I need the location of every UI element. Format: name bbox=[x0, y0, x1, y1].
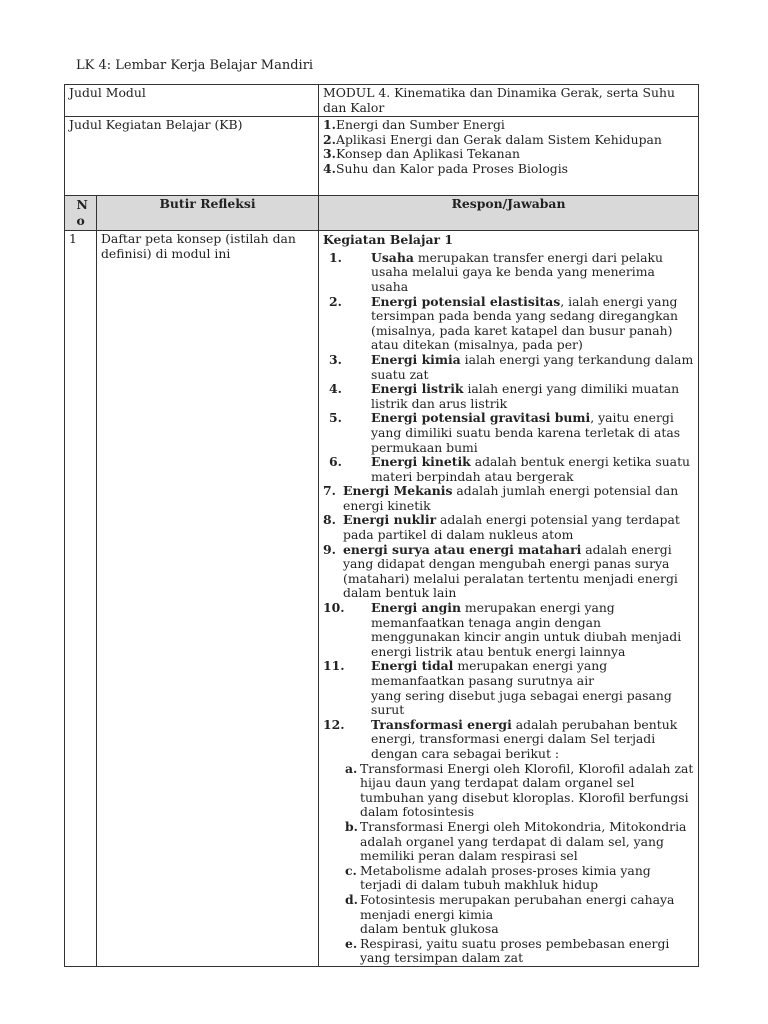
kb-item: 4. Suhu dan Kalor pada Proses Biologis bbox=[323, 160, 569, 176]
modul-value: MODUL 4. Kinematika dan Dinamika Gerak, serta Suhu dan Kalor bbox=[319, 85, 699, 117]
row-1 bbox=[65, 231, 699, 967]
concept-item: 3. Energi kimia ialah energi yang terkandung dalam suatu zat bbox=[329, 351, 694, 382]
concept-item: 8. Energi nuklir adalah energi potensial yang terdapat pada partikel di dalam nukleus atom bbox=[323, 512, 680, 543]
transformation-subitem: b. Transformasi Energi oleh Mitokondria, Mitokondria adalah organel yang terdapat di dalam sel, yang memiliki peran dalam respirasi sel bbox=[345, 818, 687, 864]
header-respon: Respon/Jawaban bbox=[319, 196, 699, 231]
concept-item: 11. Energi tidal merupakan energi yang memanfaatkan pasang surutnya air yang sering disebut juga sebagai energi pasang surut bbox=[323, 658, 672, 718]
kb-item: 1. Energi dan Sumber Energi bbox=[323, 117, 505, 133]
row1-no: 1 bbox=[65, 231, 97, 967]
row1-butir: Daftar peta konsep (istilah dan definisi) di modul ini bbox=[97, 231, 319, 967]
modul-label: Judul Modul bbox=[65, 85, 319, 117]
kb-list-cell bbox=[319, 117, 699, 196]
concept-item: 9. energi surya atau energi matahari adalah energi yang didapat dengan mengubah energi panas surya (matahari) melalui peralatan tertentu menjadi energi dalam bentuk lain bbox=[323, 541, 678, 601]
header-row bbox=[65, 196, 699, 231]
row1-respon bbox=[319, 231, 699, 967]
concept-item: 12. Transformasi energi adalah perubahan bentuk energi, transformasi energi dalam Sel terjadi dengan cara sebagai berikut : bbox=[323, 716, 678, 761]
header-no: No bbox=[65, 196, 97, 231]
transformation-subitem: d. Fotosintesis merupakan perubahan energi cahaya menjadi energi kimia dalam bentuk glukosa bbox=[345, 891, 675, 937]
transformation-subitem: a. Transformasi Energi oleh Klorofil, Klorofil adalah zat hijau daun yang terdapat dalam organel sel tumbuhan yang disebut kloroplas. Klorofil berfungsi dalam fotosintesis bbox=[345, 760, 694, 820]
row-modul bbox=[65, 85, 699, 117]
transformation-subitem: c. Metabolisme adalah proses-proses kimia yang terjadi di dalam tubuh makhluk hidup bbox=[345, 862, 651, 893]
concept-item: 5. Energi potensial gravitasi bumi, yaitu energi yang dimiliki suatu benda karena terletak di atas permukaan bumi bbox=[329, 410, 681, 455]
concept-item: 4. Energi listrik ialah energi yang dimiliki muatan listrik dan arus listrik bbox=[329, 381, 680, 411]
row-kegiatan-belajar bbox=[65, 117, 699, 196]
concept-item: 10. Energi angin merupakan energi yang memanfaatkan tenaga angin dengan menggunakan kincir angin untuk diubah menjadi energi listrik atau bentuk energi lainnya bbox=[323, 600, 682, 659]
document-title: LK 4: Lembar Kerja Belajar Mandiri bbox=[76, 58, 314, 73]
concept-item: 2. Energi potensial elastisitas, ialah energi yang tersimpan pada benda yang sedang diregangkan (misalnya, pada karet katapel dan busur panah) atau ditekan (misalnya, pada per) bbox=[329, 293, 678, 353]
kb-label: Judul Kegiatan Belajar (KB) bbox=[65, 117, 319, 196]
worksheet-table bbox=[64, 84, 699, 967]
kb-list bbox=[323, 118, 694, 176]
concept-item: 1. Usaha merupakan transfer energi dari pelaku usaha melalui gaya ke benda yang menerima usaha bbox=[329, 249, 663, 294]
concept-item: 6. Energi kinetik adalah bentuk energi ketika suatu materi berpindah atau bergerak bbox=[329, 454, 691, 484]
kb-item: 3. Konsep dan Aplikasi Tekanan bbox=[323, 146, 521, 162]
kb-item: 2. Aplikasi Energi dan Gerak dalam Sistem Kehidupan bbox=[323, 131, 662, 147]
concept-item: 7. Energi Mekanis adalah jumlah energi potensial dan energi kinetik bbox=[323, 483, 679, 513]
header-butir: Butir Refleksi bbox=[97, 196, 319, 231]
kb1-title: Kegiatan Belajar 1 bbox=[323, 232, 453, 248]
transformation-subitem: e. Respirasi, yaitu suatu proses pembebasan energi yang tersimpan dalam zat bbox=[345, 935, 670, 966]
